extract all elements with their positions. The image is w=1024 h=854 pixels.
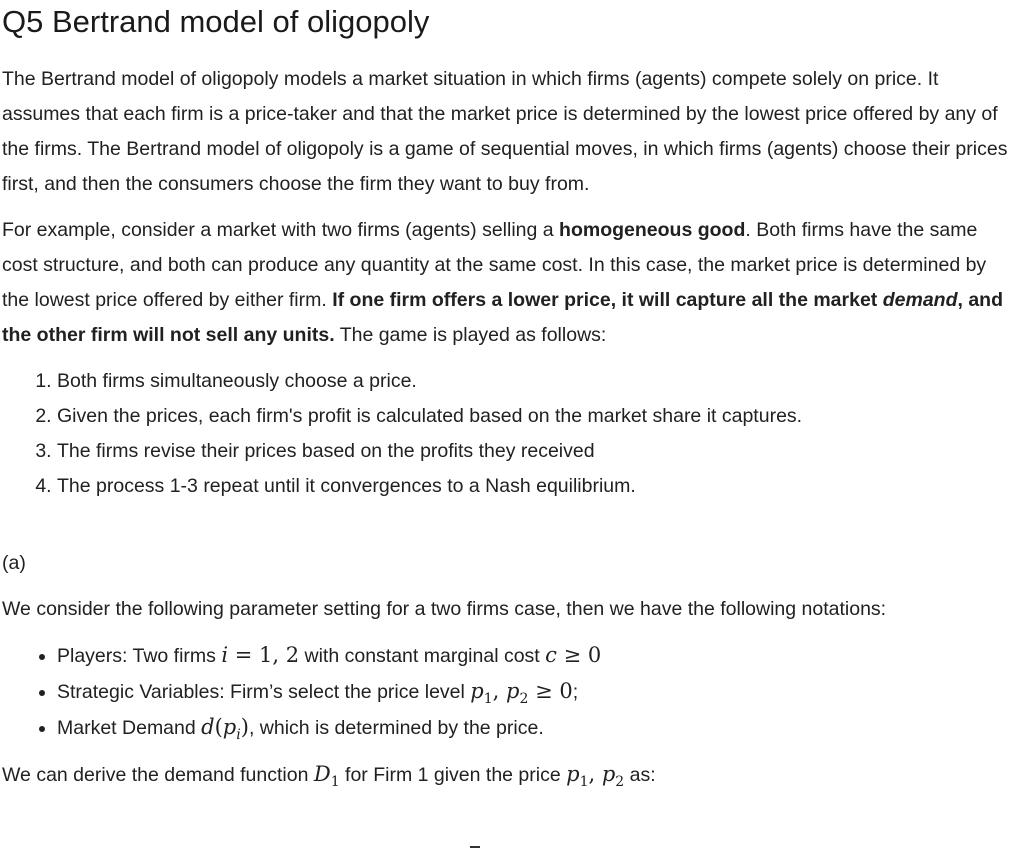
bold-capture-statement: If one firm offers a lower price, it will capture all the market demand, and the other firm will not sell any units. — [2, 289, 1003, 346]
list-item: 4. The process 1-3 repeat until it convergences to a Nash equilibrium. — [57, 469, 1018, 504]
list-item: 3. The firms revise their prices based on the profits they received — [57, 434, 1018, 469]
game-steps-list — [2, 364, 1018, 504]
list-item-strategic: • Strategic Variables: Firm’s select the price level $p_1$, $p_2 \ge 0$; — [57, 674, 1018, 710]
document-page — [2, 0, 1018, 793]
demand-derivation-paragraph: We can derive the demand function $D_1$ for Firm 1 given the price $p_1$, $p_2$ as: — [2, 762, 656, 790]
part-label: (a) — [2, 552, 26, 574]
equation-fraction-bar-cutoff — [470, 846, 480, 848]
list-item: 2. Given the prices, each firm's profit is calculated based on the market share it captures. — [57, 399, 1018, 434]
list-item: 1. Both firms simultaneously choose a price. — [57, 364, 1018, 399]
intro-paragraph: The Bertrand model of oligopoly models a market situation in which firms (agents) compete solely on price. It assumes that each firm is a price-taker and that the market price is determined by the lowest price offered by any of the firms. The Bertrand model of oligopoly is a game of sequential moves, in which firms (agents) choose their prices first, and then the consumers choose the firm they want to buy from. — [2, 68, 1008, 195]
notation-list — [2, 638, 1018, 746]
setting-paragraph: We consider the following parameter setting for a two firms case, then we have the following notations: — [2, 598, 887, 620]
list-item-demand: • Market Demand $d(p_i)$, which is determined by the price. — [57, 710, 1018, 746]
page-title: Q5 Bertrand model of oligopoly — [2, 4, 430, 39]
bold-homogeneous-good: homogeneous good — [559, 219, 746, 241]
example-paragraph: For example, consider a market with two firms (agents) selling a homogeneous good. Both firms have the same cost structure, and both can produce any quantity at the same cost. In this case, the market price is determined by the lowest price offered by either firm. If one firm offers a lower price, it will capture all the market demand, and the other firm will not sell any units. The game is played as follows: — [2, 219, 1003, 346]
list-item-players: • Players: Two firms i = 1, 2 with constant marginal cost c ≥ 0 — [57, 638, 1018, 674]
